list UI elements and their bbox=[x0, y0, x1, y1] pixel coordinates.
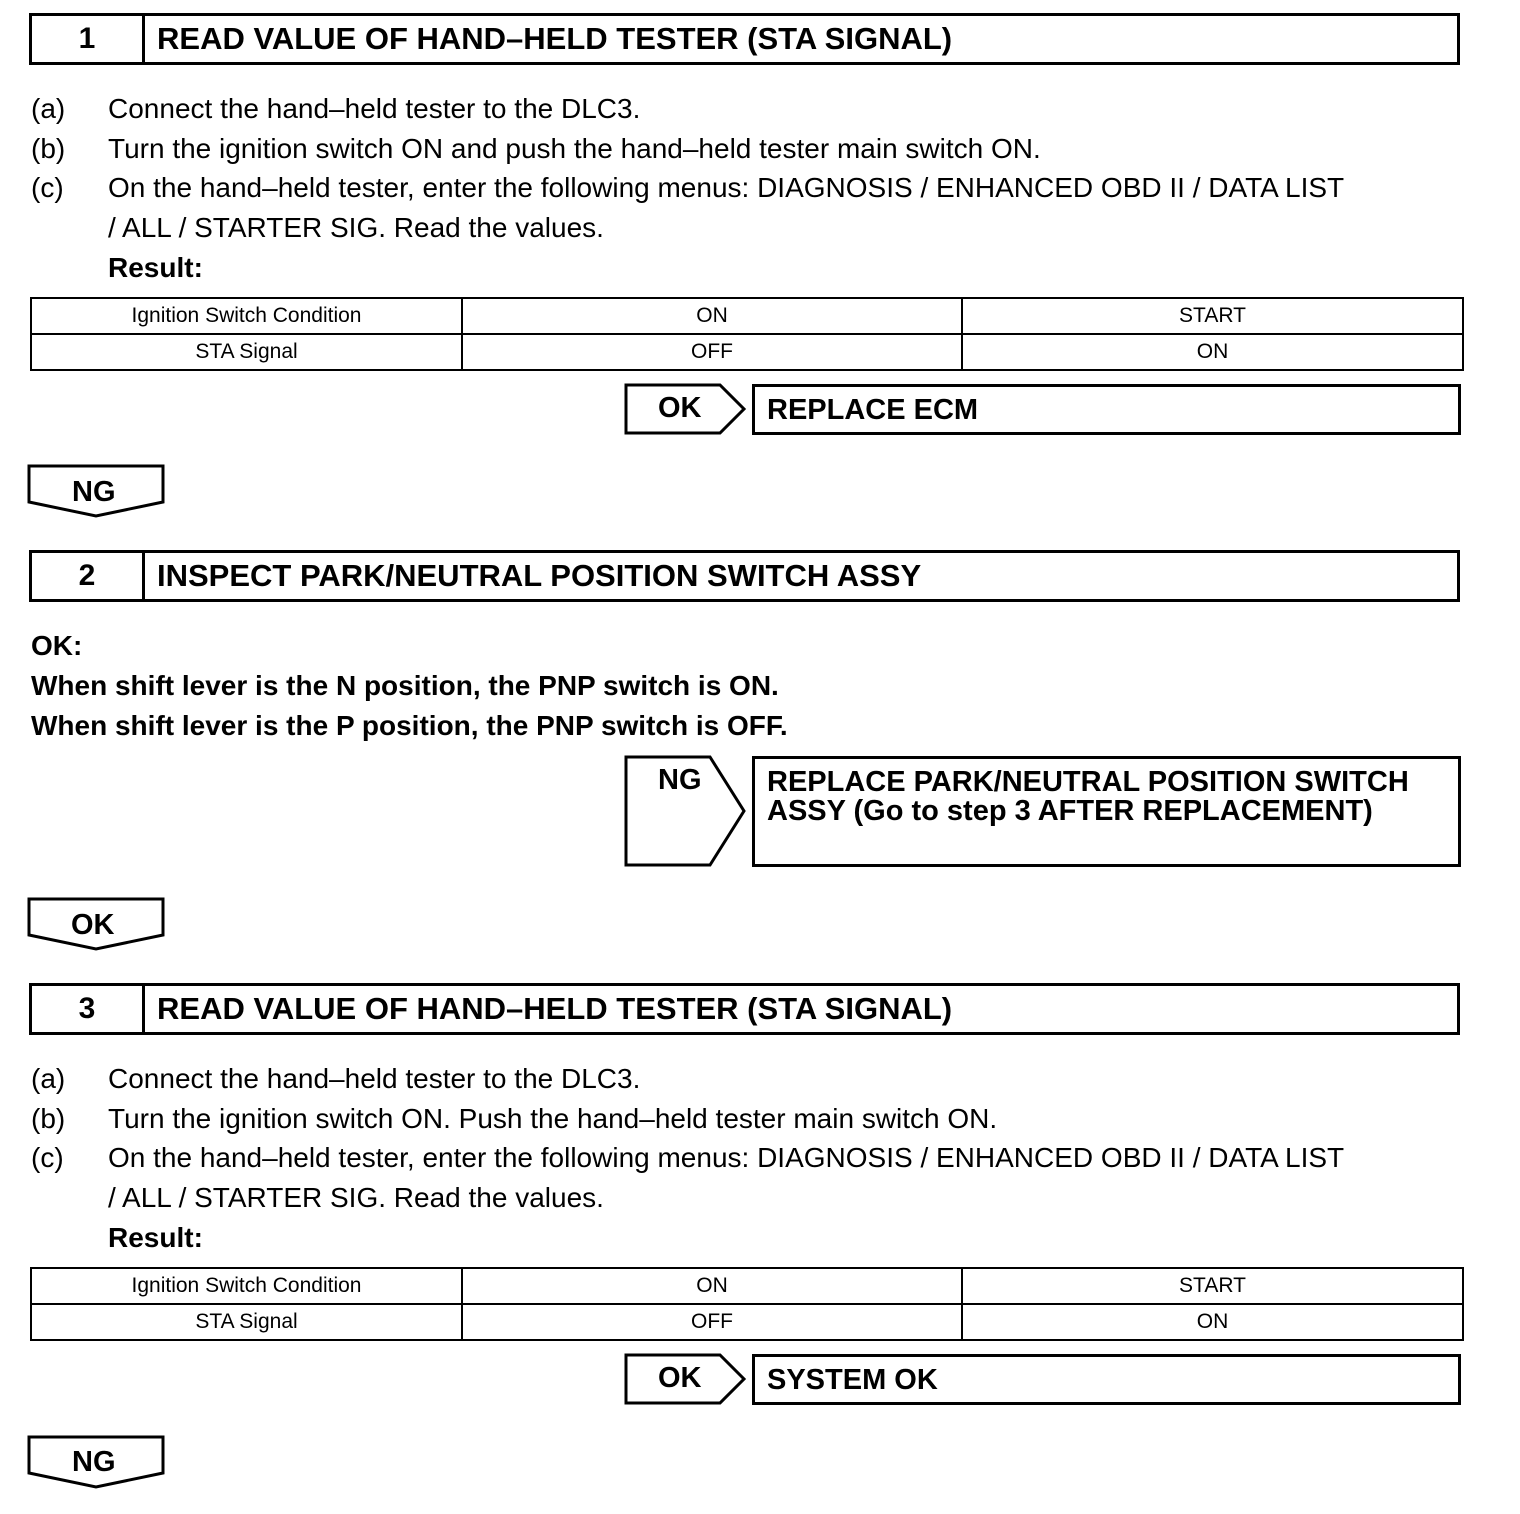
table-cell: OFF bbox=[462, 1304, 962, 1340]
table-cell: STA Signal bbox=[31, 334, 462, 370]
table-cell: Ignition Switch Condition bbox=[31, 298, 462, 334]
table-row bbox=[31, 1304, 1463, 1340]
result-table bbox=[30, 1267, 1464, 1341]
branch-result bbox=[752, 756, 1461, 867]
result-label: Result: bbox=[108, 1222, 203, 1253]
branch-label: OK bbox=[658, 392, 702, 424]
list-text-continued: / ALL / STARTER SIG. Read the values. bbox=[108, 212, 604, 243]
branch-result: REPLACE ECM bbox=[752, 384, 1461, 435]
table-cell: START bbox=[962, 298, 1463, 334]
down-label: NG bbox=[72, 1446, 116, 1478]
result-table bbox=[30, 297, 1464, 371]
list-text: Connect the hand–held tester to the DLC3. bbox=[108, 93, 641, 124]
table-header-row bbox=[31, 298, 1463, 334]
ok-label: OK: bbox=[31, 630, 83, 661]
step-number: 3 bbox=[32, 986, 145, 1032]
list-label: (a) bbox=[31, 1063, 66, 1094]
list-label: (b) bbox=[31, 133, 66, 164]
table-header-row bbox=[31, 1268, 1463, 1304]
table-cell: START bbox=[962, 1268, 1463, 1304]
table-cell: STA Signal bbox=[31, 1304, 462, 1340]
step-1-header bbox=[29, 13, 1460, 65]
down-label: NG bbox=[72, 476, 116, 508]
step-title: INSPECT PARK/NEUTRAL POSITION SWITCH ASSY bbox=[157, 558, 922, 593]
table-cell: ON bbox=[462, 1268, 962, 1304]
branch-label: NG bbox=[658, 764, 702, 796]
table-cell: OFF bbox=[462, 334, 962, 370]
branch-result-line: ASSY (Go to step 3 AFTER REPLACEMENT) bbox=[767, 795, 1373, 827]
list-text: Turn the ignition switch ON. Push the hand–held tester main switch ON. bbox=[108, 1103, 998, 1134]
step-title: READ VALUE OF HAND–HELD TESTER (STA SIGNAL) bbox=[157, 21, 953, 56]
list-text: Turn the ignition switch ON and push the hand–held tester main switch ON. bbox=[108, 133, 1041, 164]
list-text: On the hand–held tester, enter the following menus: DIAGNOSIS / ENHANCED OBD II / DATA LIST bbox=[108, 1142, 1345, 1173]
result-label: Result: bbox=[108, 252, 203, 283]
step-title: READ VALUE OF HAND–HELD TESTER (STA SIGNAL) bbox=[157, 991, 953, 1026]
ok-line: When shift lever is the P position, the PNP switch is OFF. bbox=[31, 710, 788, 741]
step-number: 1 bbox=[32, 16, 145, 62]
step-2-header bbox=[29, 550, 1460, 602]
table-row bbox=[31, 334, 1463, 370]
table-cell: ON bbox=[962, 1304, 1463, 1340]
down-label: OK bbox=[71, 909, 115, 941]
ok-line: When shift lever is the N position, the PNP switch is ON. bbox=[31, 670, 779, 701]
branch-result-line: REPLACE PARK/NEUTRAL POSITION SWITCH bbox=[767, 766, 1409, 798]
step-number: 2 bbox=[32, 553, 145, 599]
table-cell: ON bbox=[462, 298, 962, 334]
branch-label: OK bbox=[658, 1362, 702, 1394]
list-label: (b) bbox=[31, 1103, 66, 1134]
table-cell: ON bbox=[962, 334, 1463, 370]
branch-result: SYSTEM OK bbox=[752, 1354, 1461, 1405]
list-label: (a) bbox=[31, 93, 66, 124]
table-cell: Ignition Switch Condition bbox=[31, 1268, 462, 1304]
list-label: (c) bbox=[31, 172, 64, 203]
list-text: On the hand–held tester, enter the following menus: DIAGNOSIS / ENHANCED OBD II / DATA LIST bbox=[108, 172, 1345, 203]
list-text: Connect the hand–held tester to the DLC3. bbox=[108, 1063, 641, 1094]
step-3-header bbox=[29, 983, 1460, 1035]
list-label: (c) bbox=[31, 1142, 64, 1173]
list-text-continued: / ALL / STARTER SIG. Read the values. bbox=[108, 1182, 604, 1213]
